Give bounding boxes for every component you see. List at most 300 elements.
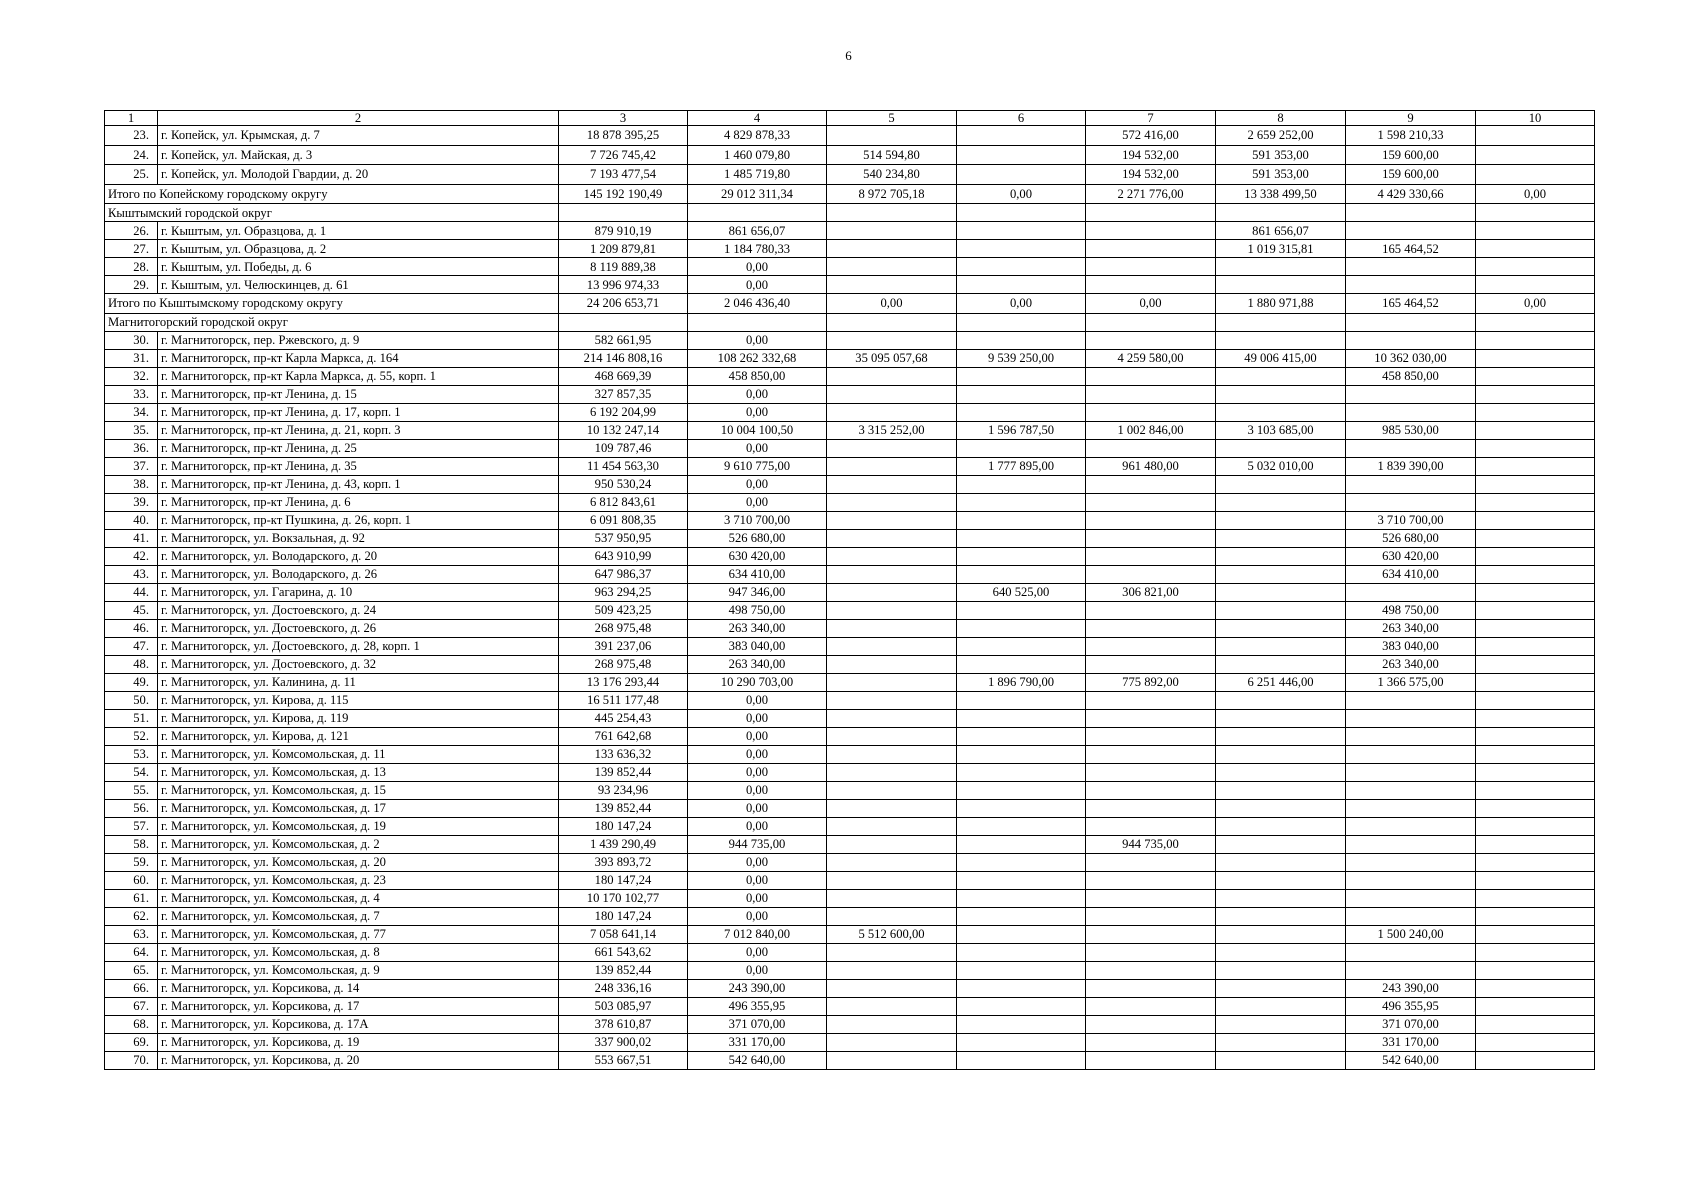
row-number-cell: 52. [105, 727, 158, 745]
amount-cell: 0,00 [688, 889, 827, 907]
table-row [105, 439, 1595, 457]
amount-cell: 8 119 889,38 [559, 258, 688, 276]
amount-cell: 243 390,00 [688, 979, 827, 997]
amount-cell [827, 889, 957, 907]
table-row [105, 331, 1595, 349]
amount-cell [957, 475, 1086, 493]
amount-cell [957, 367, 1086, 385]
amount-cell [1216, 385, 1346, 403]
amount-cell: 879 910,19 [559, 222, 688, 240]
amount-cell: 268 975,48 [559, 655, 688, 673]
amount-cell [1346, 853, 1476, 871]
amount-cell [1346, 745, 1476, 763]
total-amount-cell: 24 206 653,71 [559, 294, 688, 314]
table-row [105, 493, 1595, 511]
row-number-cell: 26. [105, 222, 158, 240]
amount-cell [1476, 565, 1595, 583]
amount-cell [1346, 331, 1476, 349]
amount-cell [1216, 691, 1346, 709]
amount-cell [827, 673, 957, 691]
column-header: 2 [158, 111, 559, 126]
amount-cell [1086, 763, 1216, 781]
row-number-cell: 51. [105, 709, 158, 727]
amount-cell [1346, 763, 1476, 781]
amount-cell: 542 640,00 [1346, 1051, 1476, 1069]
amount-cell [957, 565, 1086, 583]
column-header: 4 [688, 111, 827, 126]
address-cell: г. Магнитогорск, ул. Комсомольская, д. 9 [158, 961, 559, 979]
amount-cell: 643 910,99 [559, 547, 688, 565]
table-row [105, 126, 1595, 146]
total-amount-cell: 13 338 499,50 [1216, 184, 1346, 204]
amount-cell: 383 040,00 [688, 637, 827, 655]
amount-cell: 496 355,95 [688, 997, 827, 1015]
amount-cell: 337 900,02 [559, 1033, 688, 1051]
table-row [105, 709, 1595, 727]
table-row [105, 457, 1595, 475]
amount-cell [1476, 385, 1595, 403]
amount-cell [1086, 637, 1216, 655]
amount-cell [1086, 367, 1216, 385]
financing-table [104, 110, 1595, 1070]
amount-cell: 1 500 240,00 [1346, 925, 1476, 943]
amount-cell: 306 821,00 [1086, 583, 1216, 601]
row-number-cell: 34. [105, 403, 158, 421]
table-row [105, 853, 1595, 871]
amount-cell: 10 170 102,77 [559, 889, 688, 907]
amount-cell: 947 346,00 [688, 583, 827, 601]
amount-cell [1476, 619, 1595, 637]
amount-cell: 16 511 177,48 [559, 691, 688, 709]
amount-cell [1086, 385, 1216, 403]
address-cell: г. Магнитогорск, ул. Комсомольская, д. 11 [158, 745, 559, 763]
amount-cell [1476, 817, 1595, 835]
amount-cell [957, 1033, 1086, 1051]
amount-cell: 10 132 247,14 [559, 421, 688, 439]
amount-cell [1086, 907, 1216, 925]
address-cell: г. Кыштым, ул. Образцова, д. 2 [158, 240, 559, 258]
amount-cell: 248 336,16 [559, 979, 688, 997]
amount-cell [1086, 655, 1216, 673]
amount-cell [1476, 349, 1595, 367]
table-row [105, 727, 1595, 745]
amount-cell [1476, 240, 1595, 258]
amount-cell [1476, 421, 1595, 439]
amount-cell [1476, 853, 1595, 871]
total-amount-cell: 145 192 190,49 [559, 184, 688, 204]
amount-cell [1086, 799, 1216, 817]
address-cell: г. Магнитогорск, ул. Володарского, д. 26 [158, 565, 559, 583]
section-header-row [105, 313, 1595, 331]
amount-cell [1216, 1015, 1346, 1033]
amount-cell: 0,00 [688, 475, 827, 493]
amount-cell: 10 290 703,00 [688, 673, 827, 691]
amount-cell [827, 511, 957, 529]
row-number-cell: 44. [105, 583, 158, 601]
empty-cell [957, 313, 1086, 331]
amount-cell [1476, 145, 1595, 165]
amount-cell [1476, 763, 1595, 781]
amount-cell [1476, 655, 1595, 673]
amount-cell [827, 835, 957, 853]
amount-cell: 383 040,00 [1346, 637, 1476, 655]
table-row [105, 403, 1595, 421]
table-row [105, 673, 1595, 691]
row-number-cell: 56. [105, 799, 158, 817]
amount-cell [1476, 907, 1595, 925]
amount-cell [1086, 493, 1216, 511]
amount-cell: 861 656,07 [1216, 222, 1346, 240]
address-cell: г. Магнитогорск, ул. Комсомольская, д. 23 [158, 871, 559, 889]
table-row [105, 145, 1595, 165]
amount-cell [957, 817, 1086, 835]
amount-cell [1346, 276, 1476, 294]
row-number-cell: 65. [105, 961, 158, 979]
amount-cell: 445 254,43 [559, 709, 688, 727]
amount-cell [1086, 547, 1216, 565]
address-cell: г. Магнитогорск, ул. Комсомольская, д. 8 [158, 943, 559, 961]
amount-cell: 327 857,35 [559, 385, 688, 403]
table-row [105, 222, 1595, 240]
amount-cell: 0,00 [688, 781, 827, 799]
amount-cell [1216, 817, 1346, 835]
amount-cell [957, 997, 1086, 1015]
address-cell: г. Магнитогорск, пр-кт Ленина, д. 17, корп. 1 [158, 403, 559, 421]
column-header: 10 [1476, 111, 1595, 126]
table-row [105, 943, 1595, 961]
address-cell: г. Магнитогорск, ул. Корсикова, д. 17 [158, 997, 559, 1015]
amount-cell: 496 355,95 [1346, 997, 1476, 1015]
address-cell: г. Магнитогорск, ул. Кирова, д. 119 [158, 709, 559, 727]
amount-cell: 0,00 [688, 961, 827, 979]
amount-cell [1086, 961, 1216, 979]
amount-cell: 1 896 790,00 [957, 673, 1086, 691]
total-amount-cell: 4 429 330,66 [1346, 184, 1476, 204]
address-cell: г. Магнитогорск, пр-кт Карла Маркса, д. 164 [158, 349, 559, 367]
amount-cell: 18 878 395,25 [559, 126, 688, 146]
amount-cell [1346, 871, 1476, 889]
amount-cell [1216, 781, 1346, 799]
amount-cell [1346, 475, 1476, 493]
amount-cell [957, 385, 1086, 403]
row-number-cell: 46. [105, 619, 158, 637]
column-header: 7 [1086, 111, 1216, 126]
amount-cell: 268 975,48 [559, 619, 688, 637]
amount-cell [827, 1033, 957, 1051]
amount-cell [1216, 493, 1346, 511]
amount-cell [1476, 943, 1595, 961]
amount-cell: 553 667,51 [559, 1051, 688, 1069]
row-number-cell: 32. [105, 367, 158, 385]
amount-cell [1216, 763, 1346, 781]
amount-cell: 582 661,95 [559, 331, 688, 349]
amount-cell [1346, 691, 1476, 709]
address-cell: г. Магнитогорск, пер. Ржевского, д. 9 [158, 331, 559, 349]
amount-cell [1216, 745, 1346, 763]
amount-cell [957, 276, 1086, 294]
amount-cell [1476, 781, 1595, 799]
amount-cell: 572 416,00 [1086, 126, 1216, 146]
amount-cell: 0,00 [688, 493, 827, 511]
total-amount-cell: 2 271 776,00 [1086, 184, 1216, 204]
amount-cell: 393 893,72 [559, 853, 688, 871]
amount-cell [1086, 709, 1216, 727]
address-cell: г. Магнитогорск, ул. Комсомольская, д. 17 [158, 799, 559, 817]
amount-cell [1346, 943, 1476, 961]
amount-cell [1086, 1033, 1216, 1051]
amount-cell: 661 543,62 [559, 943, 688, 961]
amount-cell [827, 853, 957, 871]
amount-cell [957, 637, 1086, 655]
amount-cell [957, 781, 1086, 799]
amount-cell [1476, 709, 1595, 727]
total-row [105, 294, 1595, 314]
amount-cell: 458 850,00 [1346, 367, 1476, 385]
row-number-cell: 50. [105, 691, 158, 709]
amount-cell [1476, 835, 1595, 853]
row-number-cell: 42. [105, 547, 158, 565]
amount-cell: 7 193 477,54 [559, 165, 688, 185]
empty-cell [1216, 313, 1346, 331]
amount-cell: 263 340,00 [1346, 619, 1476, 637]
address-cell: г. Магнитогорск, ул. Володарского, д. 20 [158, 547, 559, 565]
amount-cell: 13 176 293,44 [559, 673, 688, 691]
row-number-cell: 47. [105, 637, 158, 655]
table-row [105, 385, 1595, 403]
amount-cell: 10 004 100,50 [688, 421, 827, 439]
amount-cell: 647 986,37 [559, 565, 688, 583]
amount-cell [1216, 258, 1346, 276]
amount-cell [1346, 889, 1476, 907]
table-row [105, 276, 1595, 294]
amount-cell [957, 1051, 1086, 1069]
amount-cell [1476, 691, 1595, 709]
empty-cell [1216, 204, 1346, 222]
amount-cell [1216, 835, 1346, 853]
amount-cell: 542 640,00 [688, 1051, 827, 1069]
amount-cell [1476, 745, 1595, 763]
amount-cell: 133 636,32 [559, 745, 688, 763]
amount-cell [1346, 258, 1476, 276]
row-number-cell: 62. [105, 907, 158, 925]
table-row [105, 511, 1595, 529]
row-number-cell: 25. [105, 165, 158, 185]
amount-cell: 7 012 840,00 [688, 925, 827, 943]
table-row [105, 547, 1595, 565]
total-amount-cell: 0,00 [1476, 184, 1595, 204]
table-row [105, 817, 1595, 835]
amount-cell [1086, 240, 1216, 258]
amount-cell: 0,00 [688, 871, 827, 889]
amount-cell [1476, 1051, 1595, 1069]
section-header-row [105, 204, 1595, 222]
amount-cell: 3 710 700,00 [1346, 511, 1476, 529]
amount-cell: 180 147,24 [559, 907, 688, 925]
amount-cell [1086, 817, 1216, 835]
address-cell: г. Магнитогорск, ул. Комсомольская, д. 77 [158, 925, 559, 943]
column-header: 3 [559, 111, 688, 126]
table-row [105, 997, 1595, 1015]
amount-cell [1086, 601, 1216, 619]
amount-cell [1476, 925, 1595, 943]
address-cell: г. Магнитогорск, ул. Корсикова, д. 20 [158, 1051, 559, 1069]
table-row [105, 889, 1595, 907]
amount-cell: 1 439 290,49 [559, 835, 688, 853]
table-row [105, 907, 1595, 925]
amount-cell: 498 750,00 [1346, 601, 1476, 619]
amount-cell [1086, 475, 1216, 493]
empty-cell [1476, 313, 1595, 331]
amount-cell [827, 126, 957, 146]
amount-cell [1216, 439, 1346, 457]
amount-cell [827, 403, 957, 421]
amount-cell [957, 439, 1086, 457]
amount-cell: 93 234,96 [559, 781, 688, 799]
amount-cell [827, 240, 957, 258]
row-number-cell: 39. [105, 493, 158, 511]
amount-cell: 109 787,46 [559, 439, 688, 457]
address-cell: г. Магнитогорск, ул. Комсомольская, д. 15 [158, 781, 559, 799]
amount-cell [1346, 727, 1476, 745]
amount-cell: 640 525,00 [957, 583, 1086, 601]
row-number-cell: 33. [105, 385, 158, 403]
empty-cell [1476, 204, 1595, 222]
amount-cell [1216, 367, 1346, 385]
amount-cell: 0,00 [688, 943, 827, 961]
table-row [105, 565, 1595, 583]
page-number: 6 [845, 48, 852, 63]
table-row [105, 367, 1595, 385]
row-number-cell: 37. [105, 457, 158, 475]
amount-cell: 0,00 [688, 853, 827, 871]
amount-cell: 214 146 808,16 [559, 349, 688, 367]
amount-cell [957, 601, 1086, 619]
amount-cell: 9 539 250,00 [957, 349, 1086, 367]
empty-cell [559, 204, 688, 222]
amount-cell: 1 485 719,80 [688, 165, 827, 185]
table-row [105, 258, 1595, 276]
row-number-cell: 28. [105, 258, 158, 276]
table-row [105, 763, 1595, 781]
amount-cell: 0,00 [688, 258, 827, 276]
row-number-cell: 31. [105, 349, 158, 367]
amount-cell [957, 165, 1086, 185]
total-amount-cell: 0,00 [957, 294, 1086, 314]
amount-cell: 634 410,00 [1346, 565, 1476, 583]
amount-cell [827, 655, 957, 673]
amount-cell: 1 598 210,33 [1346, 126, 1476, 146]
address-cell: г. Магнитогорск, ул. Корсикова, д. 14 [158, 979, 559, 997]
amount-cell: 961 480,00 [1086, 457, 1216, 475]
address-cell: г. Магнитогорск, ул. Достоевского, д. 32 [158, 655, 559, 673]
address-cell: г. Магнитогорск, пр-кт Карла Маркса, д. 55, корп. 1 [158, 367, 559, 385]
amount-cell [1216, 655, 1346, 673]
amount-cell [1476, 403, 1595, 421]
amount-cell: 7 058 641,14 [559, 925, 688, 943]
amount-cell [1346, 493, 1476, 511]
amount-cell [1476, 871, 1595, 889]
amount-cell [1216, 637, 1346, 655]
table-row [105, 240, 1595, 258]
amount-cell [827, 745, 957, 763]
empty-cell [827, 313, 957, 331]
row-number-cell: 68. [105, 1015, 158, 1033]
total-amount-cell: 0,00 [827, 294, 957, 314]
amount-cell [1476, 637, 1595, 655]
row-number-cell: 61. [105, 889, 158, 907]
column-header: 5 [827, 111, 957, 126]
amount-cell: 3 315 252,00 [827, 421, 957, 439]
table-row [105, 745, 1595, 763]
table-row [105, 421, 1595, 439]
empty-cell [688, 204, 827, 222]
row-number-cell: 30. [105, 331, 158, 349]
amount-cell [827, 276, 957, 294]
amount-cell: 861 656,07 [688, 222, 827, 240]
amount-cell [827, 493, 957, 511]
amount-cell: 331 170,00 [1346, 1033, 1476, 1051]
amount-cell [827, 781, 957, 799]
amount-cell [827, 691, 957, 709]
amount-cell: 498 750,00 [688, 601, 827, 619]
address-cell: г. Магнитогорск, ул. Вокзальная, д. 92 [158, 529, 559, 547]
row-number-cell: 41. [105, 529, 158, 547]
address-cell: г. Магнитогорск, ул. Кирова, д. 115 [158, 691, 559, 709]
amount-cell: 263 340,00 [688, 655, 827, 673]
row-number-cell: 48. [105, 655, 158, 673]
amount-cell: 9 610 775,00 [688, 457, 827, 475]
amount-cell [1476, 979, 1595, 997]
amount-cell [1346, 403, 1476, 421]
amount-cell [1476, 961, 1595, 979]
amount-cell [957, 547, 1086, 565]
amount-cell [1216, 403, 1346, 421]
amount-cell: 514 594,80 [827, 145, 957, 165]
amount-cell [1086, 691, 1216, 709]
amount-cell [1086, 727, 1216, 745]
amount-cell [827, 601, 957, 619]
amount-cell [827, 529, 957, 547]
amount-cell [1216, 907, 1346, 925]
amount-cell [1216, 331, 1346, 349]
address-cell: г. Магнитогорск, ул. Комсомольская, д. 13 [158, 763, 559, 781]
amount-cell: 0,00 [688, 439, 827, 457]
address-cell: г. Магнитогорск, ул. Корсикова, д. 19 [158, 1033, 559, 1051]
row-number-cell: 35. [105, 421, 158, 439]
total-label: Итого по Копейскому городскому округу [105, 184, 559, 204]
amount-cell [827, 222, 957, 240]
amount-cell [1086, 943, 1216, 961]
amount-cell: 4 259 580,00 [1086, 349, 1216, 367]
address-cell: г. Магнитогорск, ул. Достоевского, д. 28, корп. 1 [158, 637, 559, 655]
amount-cell [827, 331, 957, 349]
address-cell: г. Магнитогорск, ул. Корсикова, д. 17А [158, 1015, 559, 1033]
row-number-cell: 24. [105, 145, 158, 165]
amount-cell [1086, 781, 1216, 799]
total-amount-cell: 0,00 [957, 184, 1086, 204]
row-number-cell: 67. [105, 997, 158, 1015]
amount-cell [1476, 889, 1595, 907]
amount-cell [827, 979, 957, 997]
amount-cell [1476, 126, 1595, 146]
amount-cell [827, 763, 957, 781]
address-cell: г. Магнитогорск, ул. Достоевского, д. 24 [158, 601, 559, 619]
amount-cell: 468 669,39 [559, 367, 688, 385]
address-cell: г. Магнитогорск, ул. Комсомольская, д. 20 [158, 853, 559, 871]
table-row [105, 781, 1595, 799]
amount-cell: 3 103 685,00 [1216, 421, 1346, 439]
amount-cell [1216, 276, 1346, 294]
